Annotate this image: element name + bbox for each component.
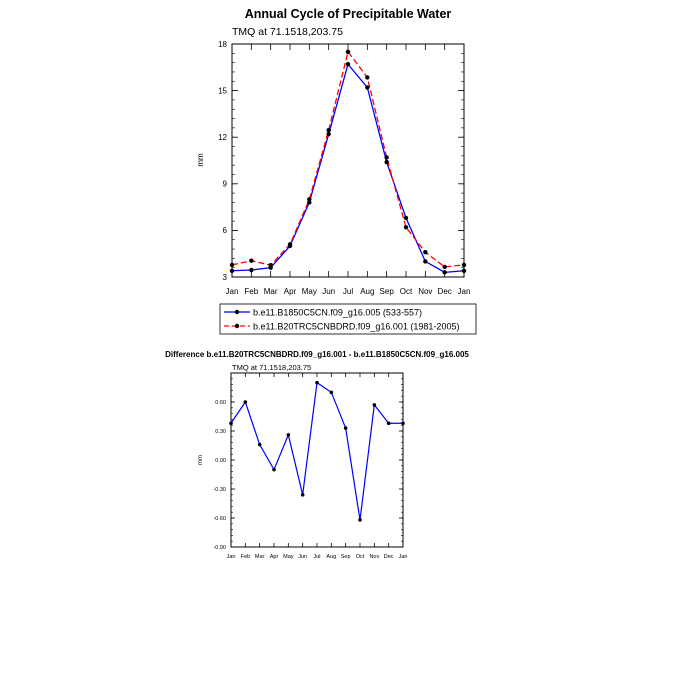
plot-frame [232,44,464,277]
data-point [326,128,330,132]
data-point [272,468,276,472]
x-tick-label: Dec [383,554,394,560]
data-point [346,62,350,66]
x-tick-label: Jan [225,287,239,296]
x-tick-label: Jan [457,287,471,296]
data-point [249,268,253,272]
data-point [230,263,234,267]
y-tick-label: -0.60 [213,515,226,522]
data-point [358,518,362,522]
data-point [462,263,466,267]
data-point [344,426,348,430]
data-point [373,403,377,407]
y-tick-label: 18 [218,39,227,49]
x-tick-label: Sep [379,287,394,296]
legend-label-series-1: b.e11.B1850C5CN.f09_g16.005 (533-557) [253,307,422,318]
x-tick-label: Oct [355,554,365,560]
data-point [365,85,369,89]
series-line-1 [232,64,464,272]
x-tick-label: Aug [326,554,337,560]
x-tick-label: Dec [437,287,452,296]
data-point [288,242,292,246]
legend-label-series-2: b.e11.B20TRC5CNBDRD.f09_g16.001 (1981-2005) [253,321,460,332]
difference-chart [165,350,469,560]
x-tick-label: Jan [398,554,408,560]
data-point [404,225,408,229]
x-tick-label: Jun [322,287,336,296]
x-tick-label: Sep [340,554,351,560]
x-tick-label: Mar [254,554,265,560]
y-axis-label: mm [198,455,204,465]
series-line-2 [232,52,464,267]
y-axis-label: mm [196,153,205,167]
data-point [387,421,391,425]
data-point [315,381,319,385]
x-tick-label: Apr [269,554,279,560]
data-point [346,50,350,54]
data-point [423,259,427,263]
data-point [244,400,248,404]
y-tick-label: 12 [218,133,227,142]
y-tick-label: 6 [222,226,227,236]
legend [220,304,476,334]
data-point [268,263,272,267]
y-tick-label: 15 [218,86,227,96]
series-lines [230,50,466,275]
legend-marker-red [235,324,239,328]
axis-ticks [213,373,407,560]
x-tick-label: Oct [399,287,413,296]
y-tick-label: 0.00 [215,457,226,464]
x-tick-label: Feb [244,287,259,296]
data-point [442,265,446,269]
annual-cycle-chart [196,7,476,334]
chart-title: Difference b.e11.B20TRC5CNBDRD.f09_g16.001 - b.e11.B1850C5CN.f09_g16.005 [165,350,469,359]
y-tick-label: 3 [222,272,227,282]
data-point [365,75,369,79]
y-tick-label: -0.30 [213,486,226,493]
data-point [442,270,446,274]
chart-subtitle: TMQ at 71.1518,203.75 [232,26,343,38]
x-tick-label: Jul [313,554,321,560]
chart-title: Annual Cycle of Precipitable Water [244,7,452,21]
plot-frame [231,373,403,547]
x-tick-label: Feb [240,554,251,560]
data-point [401,421,405,425]
data-point [301,493,305,497]
x-tick-label: Jul [342,287,354,296]
data-point [258,443,262,447]
data-point [384,160,388,164]
x-tick-label: Apr [283,287,297,296]
x-tick-label: Nov [418,287,433,296]
x-tick-label: Nov [369,554,380,560]
y-tick-label: 0.30 [215,428,226,435]
data-point [462,269,466,273]
series-lines [229,381,405,522]
data-point [249,258,253,262]
data-point [404,216,408,220]
data-point [423,250,427,254]
chart-subtitle: TMQ at 71.1518,203.75 [232,363,312,372]
y-tick-label: -0.90 [213,544,226,551]
x-tick-label: May [283,554,294,560]
data-point [307,197,311,201]
data-point [230,269,234,273]
y-tick-label: 9 [222,179,227,189]
x-tick-label: Mar [263,287,278,296]
x-tick-label: May [301,287,317,296]
series-line-1 [231,383,403,520]
data-point [326,132,330,136]
data-point [384,155,388,159]
x-tick-label: Jan [226,554,236,560]
data-point [287,433,291,437]
y-tick-label: 0.60 [215,399,226,406]
data-point [330,391,334,395]
x-tick-label: Jun [298,554,308,560]
data-point [229,421,233,425]
legend-marker-blue [235,310,239,314]
x-tick-label: Aug [360,287,375,296]
